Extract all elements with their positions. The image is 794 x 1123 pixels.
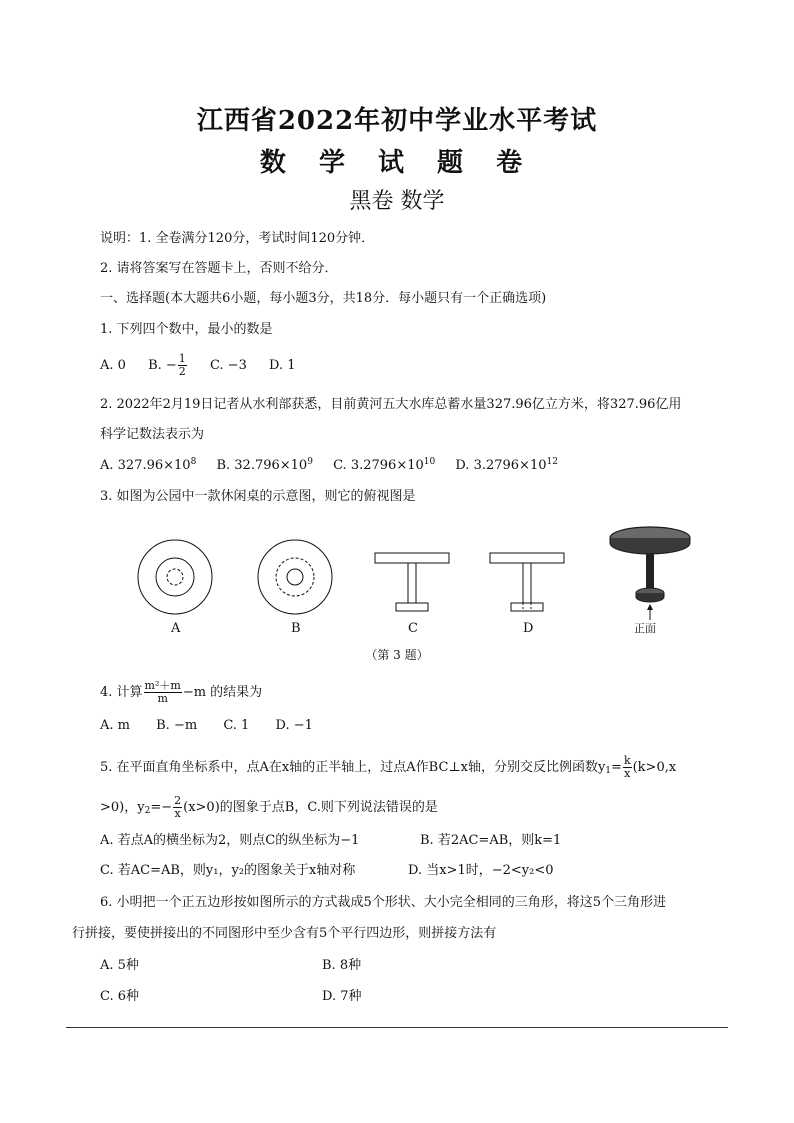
q3-option-a-figure	[138, 540, 212, 614]
q3-option-d-figure	[490, 553, 564, 611]
q3-option-c-figure	[375, 553, 449, 611]
q4-option-a: A. m	[100, 718, 130, 733]
q2-stem-line1: 2. 2022年2月19日记者从水利部获悉，目前黄河五大水库总蓄水量327.96亿立方米，将327.96亿用	[100, 397, 682, 412]
exam-title: 江西省2022年初中学业水平考试	[196, 106, 598, 136]
page-footer-rule	[66, 1027, 728, 1028]
q2-option-d: D. $3.2796\times 10^{12}$	[455, 457, 558, 473]
q6-option-d: D. 7种	[322, 989, 362, 1004]
instruction-1: 说明：1. 全卷满分120分，考试时间120分钟．	[100, 231, 375, 246]
q5-option-a: A. 若点A的横坐标为2，则点C的纵坐标为−1	[100, 833, 360, 848]
q6-option-c: C. 6种	[100, 989, 140, 1004]
q3-label-c: C	[408, 621, 418, 636]
q2-option-b: B. $32.796\times 10^9$	[216, 457, 313, 473]
q4-option-d: D. −1	[275, 718, 313, 733]
q4-stem: 4. 计算 $\frac{\text{m²＋m}}{m}$ −m 的结果为	[100, 679, 263, 705]
q3-label-a: A	[171, 621, 181, 636]
q2-option-c: C. $3.2796\times 10^{10}$	[333, 457, 436, 473]
q1-stem: 1. 下列四个数中，最小的数是	[100, 322, 273, 337]
q1-option-d: D. 1	[269, 358, 296, 373]
q2-options	[100, 458, 558, 474]
q2-option-a: A. $327.96\times 10^8$	[100, 457, 197, 473]
q1-option-b: B. − $\frac{1}{2}$	[148, 352, 186, 378]
exam-subtitle-2: 黑卷 数学	[349, 189, 445, 214]
exam-subtitle: 数 学 试 题 卷	[259, 148, 535, 178]
q5-option-c: C. 若AC=AB，则y₁，y₂的图象关于x轴对称	[100, 863, 356, 878]
q3-table-picture	[610, 527, 690, 620]
q6-option-a: A. 5种	[100, 958, 139, 973]
q4-options	[100, 718, 313, 734]
q3-stem: 3. 如图为公园中一款休闲桌的示意图，则它的俯视图是	[100, 489, 416, 504]
q1-option-c: C. −3	[209, 358, 247, 373]
q3-label-d: D	[523, 621, 534, 636]
q3-label-b: B	[291, 621, 301, 636]
q6-option-b: B. 8种	[322, 958, 362, 973]
q5-option-d: D. 当x>1时，−2<y₂<0	[408, 863, 554, 878]
q5-stem-line1: 5. 在平面直角坐标系中，点A在x轴的正半轴上，过点A作BC⊥x轴，分别交反比例函数$y_1=$ $\frac{k}{x}$ (k>0,x	[100, 754, 677, 780]
q6-stem-line2: 行拼接，要使拼接出的不同图形中至少含有5个平行四边形，则拼接方法有	[72, 926, 497, 941]
q1-option-a: A. 0	[100, 358, 126, 373]
q4-option-b: B. −m	[156, 718, 198, 733]
q4-option-c: C. 1	[223, 718, 250, 733]
q3-caption: （第 3 题）	[365, 648, 429, 662]
q5-stem-line2: >0)，$y_2=-$ $\frac{2}{x}$ (x>0)的图象于点B，C.则下列说法错误的是	[100, 794, 438, 820]
q1-options	[100, 353, 296, 378]
q3-front-label: 正面	[634, 622, 656, 635]
q2-stem-line2: 科学记数法表示为	[100, 427, 205, 442]
instruction-2: 2. 请将答案写在答题卡上，否则不给分．	[100, 261, 338, 276]
q6-stem-line1: 6. 小明把一个正五边形按如图所示的方式裁成5个形状、大小完全相同的三角形，将这5个三角形进	[100, 895, 667, 910]
q3-option-b-figure	[258, 540, 332, 614]
section-heading: 一、选择题(本大题共6小题，每小题3分，共18分．每小题只有一个正确选项)	[100, 291, 547, 306]
q5-option-b: B. 若2AC=AB，则k=1	[420, 833, 562, 848]
